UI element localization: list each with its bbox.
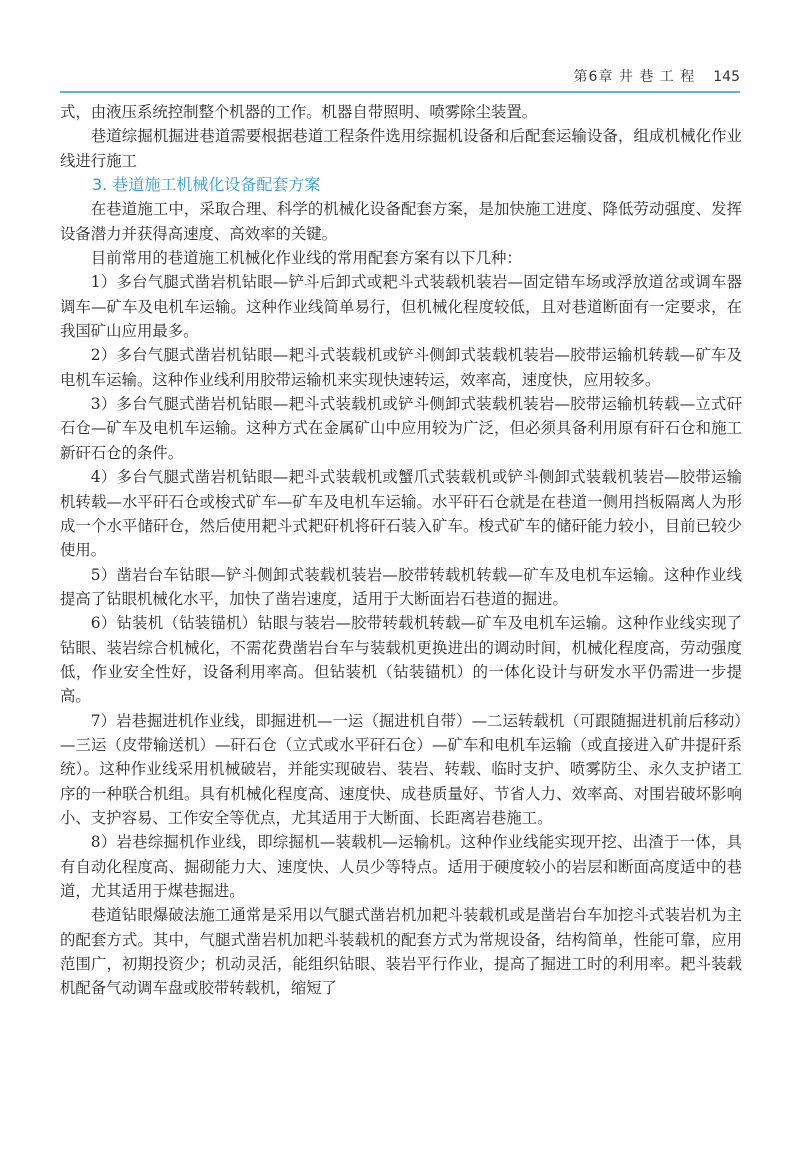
- list-item: 2）多台气腿式凿岩机钻眼—耙斗式装载机或铲斗侧卸式装载机装岩—胶带运输机转载—矿车及电机车运输。这种作业线利用胶带运输机来实现快速转运，效率高，速度快，应用较多。: [60, 346, 742, 389]
- list-item: 6）钻装机（钻装锚机）钻眼与装岩—胶带转载机转载—矿车及电机车运输。这种作业线实现了钻眼、装岩综合机械化，不需花费凿岩台车与装载机更换进出的调动时间，机械化程度高，劳动强度低，作业安全性好，设备利用率高。但钻装机（钻装锚机）的一体化设计与研发水平仍需进一步提高。: [60, 614, 742, 706]
- header-rule: [60, 91, 740, 93]
- paragraph: 在巷道施工中，采取合理、科学的机械化设备配套方案，是加快施工进度、降低劳动强度、发挥设备潜力并获得高速度、高效率的关键。: [60, 200, 742, 243]
- list-item: 4）多台气腿式凿岩机钻眼—耙斗式装载机或蟹爪式装载机或铲斗侧卸式装载机装岩—胶带运输机转载—水平矸石仓或梭式矿车—矿车及电机车运输。水平矸石仓就是在巷道一侧用挡板隔离人为形成一个水平储矸仓，然后使用耙斗式耙矸机将矸石装入矿车。梭式矿车的储矸能力较小，目前已较少使用。: [60, 468, 742, 560]
- paragraph: 目前常用的巷道施工机械化作业线的常用配套方案有以下几种：: [90, 249, 522, 268]
- chapter-title: 第6章 井 巷 工 程: [573, 69, 696, 85]
- page-number: 145: [713, 69, 740, 85]
- running-header: [60, 62, 740, 86]
- list-item: 3）多台气腿式凿岩机钻眼—耙斗式装载机或铲斗侧卸式装载机装岩—胶带运输机转载—立式矸石仓—矿车及电机车运输。这种方式在金属矿山中应用较为广泛，但必须具备利用原有矸石仓和施工新矸石仓的条件。: [60, 395, 742, 462]
- page-body: [60, 100, 742, 1001]
- paragraph: 巷道钻眼爆破法施工通常是采用以气腿式凿岩机加耙斗装载机或是凿岩台车加挖斗式装岩机为主的配套方式。其中，气腿式凿岩机加耙斗装载机的配套方式为常规设备，结构简单，性能可靠，应用范围广，初期投资少；机动灵活，能组织钻眼、装岩平行作业，提高了掘进工时的利用率。耙斗装载机配备气动调车盘或胶带转载机，缩短了: [60, 906, 742, 998]
- list-item: 8）岩巷综掘机作业线，即综掘机—装载机—运输机。这种作业线能实现开挖、出渣于一体，具有自动化程度高、掘砌能力大、速度快、人员少等特点。适用于硬度较小的岩层和断面高度适中的巷道，尤其适用于煤巷掘进。: [60, 833, 742, 900]
- section-heading: 3. 巷道施工机械化设备配套方案: [92, 175, 321, 195]
- list-item: 7）岩巷掘进机作业线，即掘进机—一运（掘进机自带）—二运转载机（可跟随掘进机前后移动）—三运（皮带输送机）—矸石仓（立式或水平矸石仓）—矿车和电机车运输（或直接进入矿井提矸系统）。这种作业线采用机械破岩，并能实现破岩、装岩、转载、临时支护、喷雾防尘、永久支护诸工序的一种联合机组。具有机械化程度高、速度快、成巷质量好、节省人力、效率高、对围岩破坏影响小、支护容易、工作安全等优点，尤其适用于大断面、长距离岩巷施工。: [60, 711, 742, 827]
- paragraph: 式，由液压系统控制整个机器的工作。机器自带照明、喷雾除尘装置。: [60, 103, 538, 121]
- header-text: [574, 66, 740, 86]
- list-item: 5）凿岩台车钻眼—铲斗侧卸式装载机装岩—胶带转载机转载—矿车及电机车运输。这种作业线提高了钻眼机械化水平，加快了凿岩速度，适用于大断面岩石巷道的掘进。: [60, 565, 742, 608]
- paragraph: 巷道综掘机掘进巷道需要根据巷道工程条件选用综掘机设备和后配套运输设备，组成机械化作业线进行施工: [60, 127, 742, 170]
- list-item: 1）多台气腿式凿岩机钻眼—铲斗后卸式或耙斗式装载机装岩—固定错车场或浮放道岔或调车器调车—矿车及电机车运输。这种作业线简单易行，但机械化程度较低，且对巷道断面有一定要求，在我国矿山应用最多。: [60, 273, 742, 341]
